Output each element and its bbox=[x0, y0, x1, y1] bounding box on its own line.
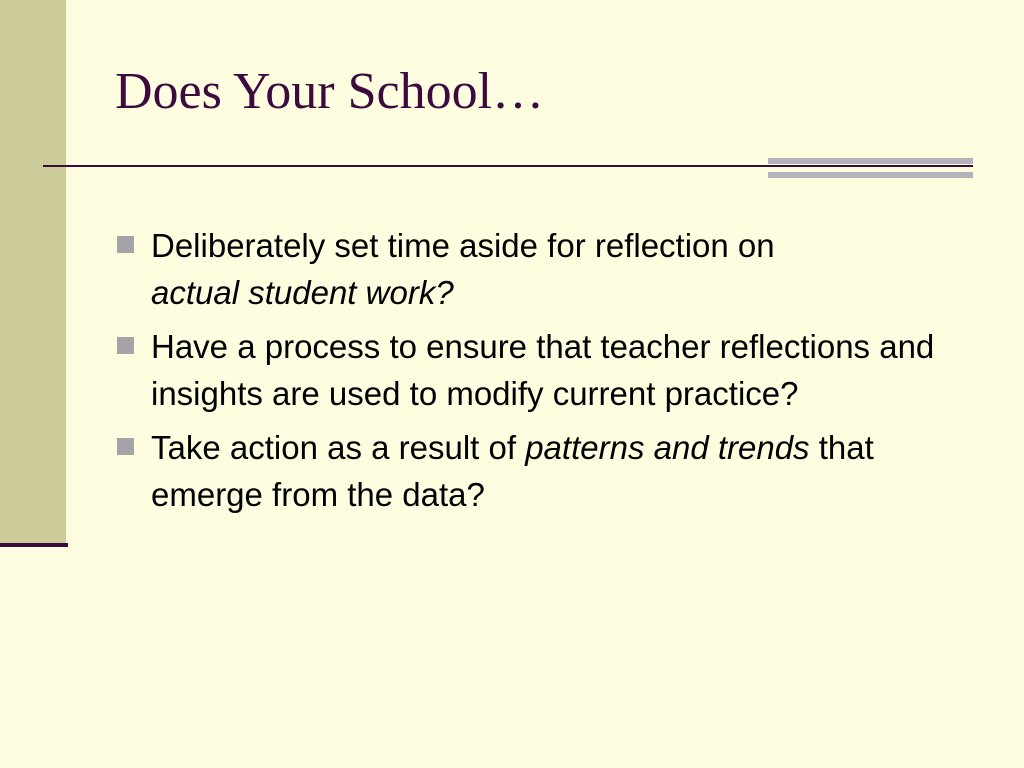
left-decorative-bar bbox=[0, 0, 66, 545]
bullet-text-emphasis: patterns and trends bbox=[525, 429, 810, 466]
bullet-list bbox=[115, 222, 975, 525]
bullet-item bbox=[115, 424, 975, 518]
left-bar-accent-line bbox=[0, 543, 68, 547]
bullet-text: Take action as a result of bbox=[151, 429, 517, 466]
bullet-text: that emerge from the data? bbox=[151, 429, 874, 513]
bullet-item bbox=[115, 323, 975, 417]
bullet-item bbox=[115, 222, 975, 316]
square-bullet-icon bbox=[117, 236, 134, 253]
slide-title: Does Your School… bbox=[115, 63, 545, 120]
accent-band-bottom bbox=[768, 172, 973, 178]
square-bullet-icon bbox=[117, 438, 134, 455]
square-bullet-icon bbox=[117, 337, 134, 354]
bullet-text: Have a process to ensure that teacher reflections and insights are used to modify current practice? bbox=[151, 328, 935, 412]
accent-band-top bbox=[768, 158, 973, 164]
title-underline-accent bbox=[768, 158, 973, 179]
bullet-text: Deliberately set time aside for reflection on bbox=[151, 227, 775, 264]
bullet-text-emphasis: actual student work? bbox=[151, 274, 454, 311]
